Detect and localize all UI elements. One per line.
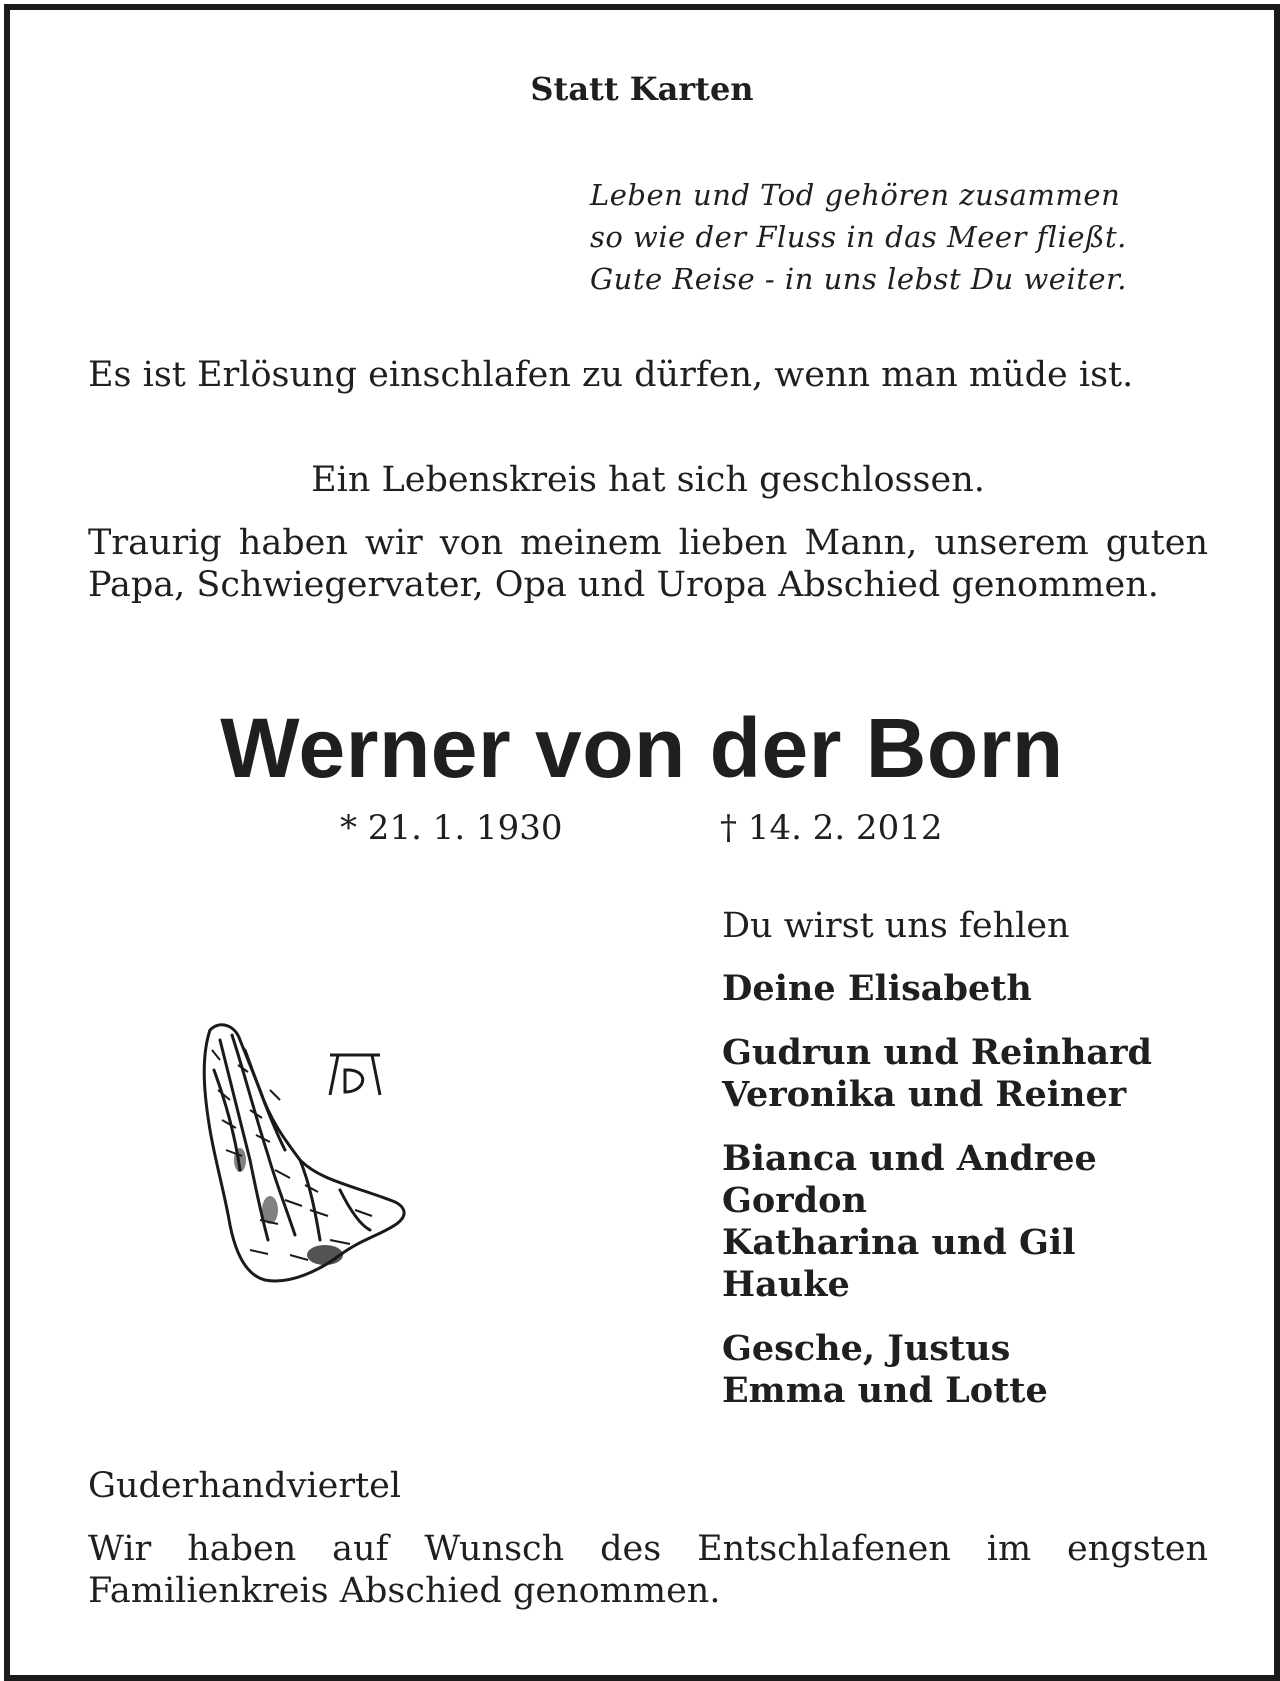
signatory-name: Katharina und Gil bbox=[722, 1222, 1076, 1263]
signatory-group bbox=[722, 1328, 1048, 1412]
motto-line: Leben und Tod gehören zusammen bbox=[590, 178, 1121, 212]
signatory-name: Gordon bbox=[722, 1180, 867, 1221]
birth-date: * 21. 1. 1930 bbox=[340, 808, 563, 848]
miss-line: Du wirst uns fehlen bbox=[722, 906, 1070, 946]
signatory-name: Bianca und Andree bbox=[722, 1138, 1097, 1179]
signatory-name: Emma und Lotte bbox=[722, 1370, 1048, 1411]
praying-hands-icon bbox=[190, 1010, 450, 1310]
paragraph-circle: Ein Lebenskreis hat sich geschlossen. bbox=[311, 460, 985, 500]
monogram-label: AD bbox=[355, 1120, 357, 1121]
signatory-name: Deine Elisabeth bbox=[722, 968, 1032, 1009]
death-date: † 14. 2. 2012 bbox=[720, 808, 943, 848]
signatory-group bbox=[722, 968, 1032, 1010]
paragraph-farewell: Traurig haben wir von meinem lieben Mann, unserem guten Papa, Schwiegervater, Opa und Uropa Abschied genommen. bbox=[88, 523, 1208, 605]
motto bbox=[590, 174, 1220, 300]
signatory-name: Gudrun und Reinhard bbox=[722, 1032, 1153, 1073]
place: Guderhandviertel bbox=[88, 1466, 402, 1506]
closing-note: Wir haben auf Wunsch des Entschlafenen im engsten Familienkreis Abschied genommen. bbox=[88, 1529, 1208, 1611]
obituary-frame bbox=[4, 4, 1280, 1681]
signatory-group bbox=[722, 1138, 1097, 1306]
heading: Statt Karten bbox=[530, 70, 754, 108]
signatory-name: Veronika und Reiner bbox=[722, 1074, 1127, 1115]
paragraph-release: Es ist Erlösung einschlafen zu dürfen, wenn man müde ist. bbox=[88, 355, 1134, 395]
motto-line: Gute Reise - in uns lebst Du weiter. bbox=[590, 262, 1127, 296]
signatory-name: Gesche, Justus bbox=[722, 1328, 1011, 1369]
motto-line: so wie der Fluss in das Meer fließt. bbox=[590, 220, 1127, 254]
signatory-group bbox=[722, 1032, 1152, 1116]
signatory-name: Hauke bbox=[722, 1264, 850, 1305]
deceased-name: Werner von der Born bbox=[220, 701, 1064, 795]
